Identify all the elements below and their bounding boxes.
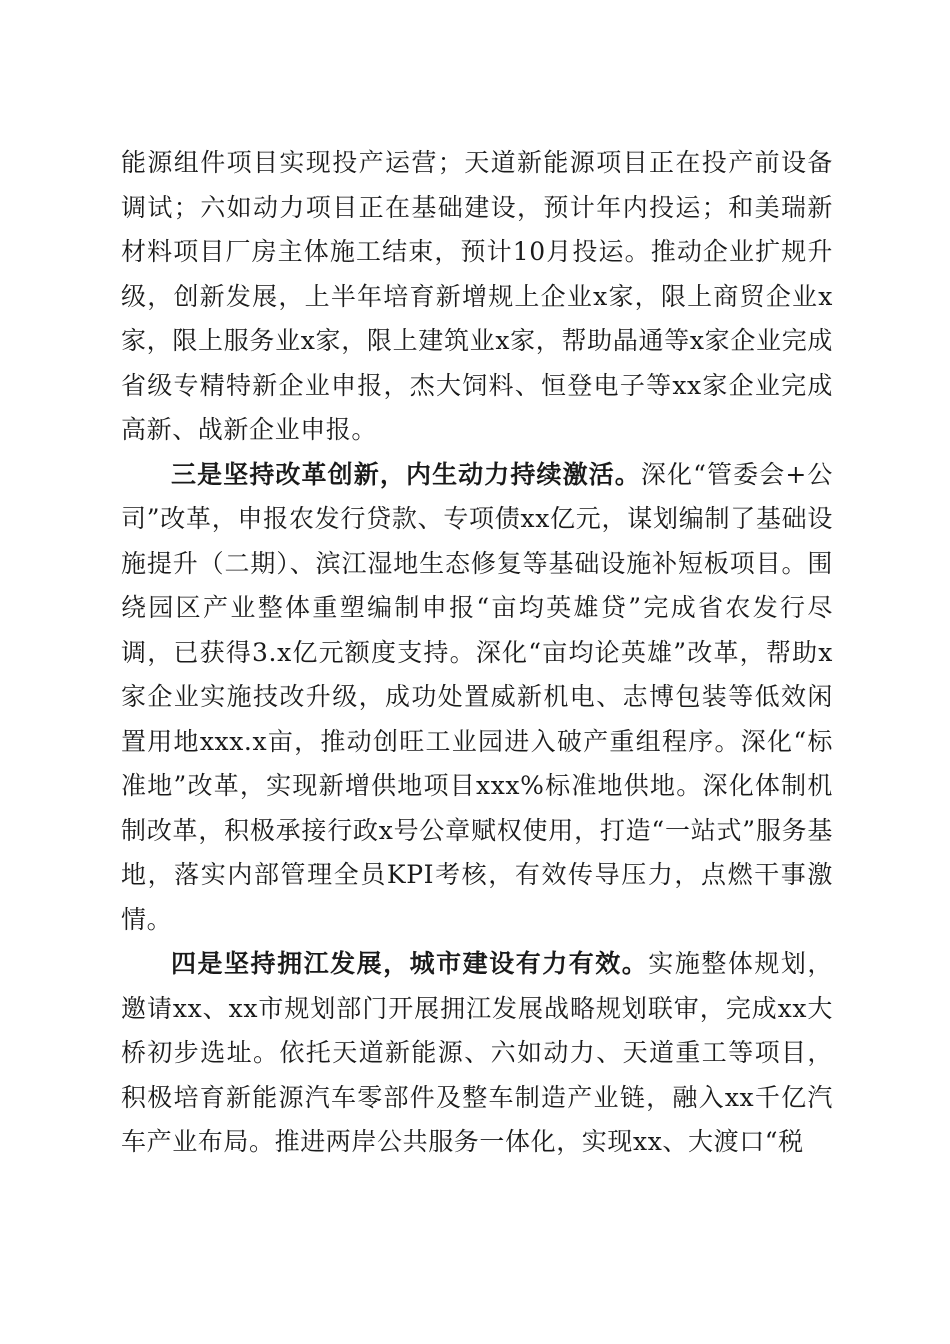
paragraph-lead-heading: 四是坚持拥江发展，城市建设有力有效。	[171, 949, 649, 978]
paragraph-river-development	[121, 942, 833, 1165]
paragraph-reform-innovation	[121, 453, 833, 943]
document-body	[121, 141, 833, 1165]
paragraph-body: 能源组件项目实现投产运营；天道新能源项目正在投产前设备调试；六如动力项目正在基础建设，预计年内投运；和美瑞新材料项目厂房主体施工结束，预计10月投运。推动企业扩规升级，创新发展，上半年培育新增规上企业x家，限上商贸企业x家，限上服务业x家，限上建筑业x家，帮助晶通等x家企业完成省级专精特新企业申报，杰大饲料、恒登电子等xx家企业完成高新、战新企业申报。	[121, 148, 833, 444]
paragraph-body: 深化“管委会+公司”改革，申报农发行贷款、专项债xx亿元，谋划编制了基础设施提升（二期）、滨江湿地生态修复等基础设施补短板项目。围绕园区产业整体重塑编制申报“亩均英雄贷”完成省农发行尽调，已获得3.x亿元额度支持。深化“亩均论英雄”改革，帮助x家企业实施技改升级，成功处置威新机电、志博包装等低效闲置用地xxx.x亩，推动创旺工业园进入破产重组程序。深化“标准地”改革，实现新增供地项目xxx%标准地供地。深化体制机制改革，积极承接行政x号公章赋权使用，打造“一站式”服务基地，落实内部管理全员KPI考核，有效传导压力，点燃干事激情。	[121, 459, 833, 934]
paragraph-continued	[121, 141, 833, 453]
paragraph-body: 实施整体规划，邀请xx、xx市规划部门开展拥江发展战略规划联审，完成xx大桥初步选址。依托天道新能源、六如动力、天道重工等项目，积极培育新能源汽车零部件及整车制造产业链，融入xx千亿汽车产业布局。推进两岸公共服务一体化，实现xx、大渡口“税	[121, 949, 833, 1156]
paragraph-lead-heading: 三是坚持改革创新，内生动力持续激活。	[171, 459, 641, 489]
